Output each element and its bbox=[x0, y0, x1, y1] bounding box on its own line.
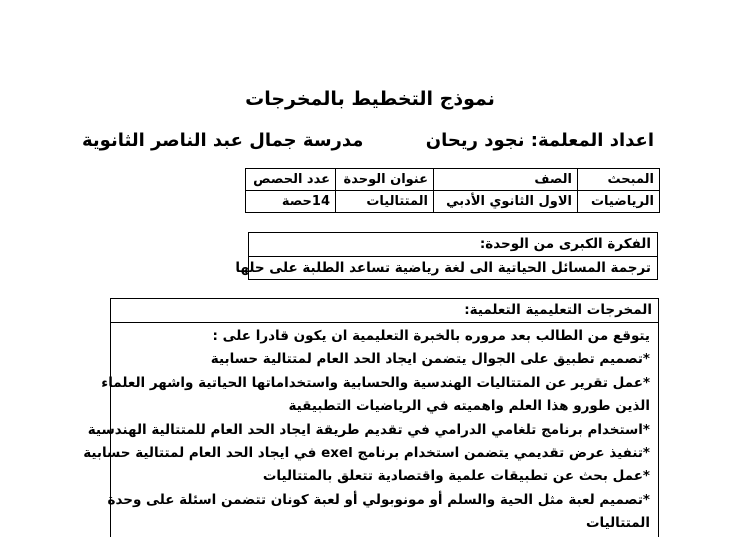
list-item: *تصميم تطبيق على الجوال يتضمن ايجاد الحد العام لمتتالية حسابية bbox=[210, 351, 650, 368]
header-subject: المبحث bbox=[578, 169, 660, 191]
value-subject: الرياضيات bbox=[578, 191, 660, 213]
school-name: مدرسة جمال عبد الناصر الثانوية bbox=[82, 130, 364, 151]
table-header-row bbox=[246, 169, 660, 191]
value-lesson-count: 14حصة bbox=[246, 191, 336, 213]
value-grade: الاول الثانوي الأدبي bbox=[434, 191, 578, 213]
unit-info-table bbox=[245, 168, 660, 213]
big-idea-box bbox=[235, 232, 658, 280]
header-unit-title: عنوان الوحدة bbox=[336, 169, 434, 191]
list-item: *استخدام برنامج تلغامي الدرامي في تقديم طريقة ايجاد الحد العام للمتتالية الهندسية bbox=[87, 421, 650, 438]
list-item: الذين طورو هذا العلم واهميته في الرياضيات التطبيقية bbox=[288, 398, 650, 415]
teacher-name: اعداد المعلمة: نجود ريحان bbox=[425, 130, 654, 151]
value-unit-title: المتتاليات bbox=[336, 191, 434, 213]
list-item: *تنفيذ عرض تقديمي يتضمن استخدام برنامج exel في ايجاد الحد العام لمتتالية حسابية bbox=[83, 445, 650, 462]
list-item: *تصميم لعبة مثل الحية والسلم أو مونوبولي أو لعبة كونان تتضمن اسئلة على وحدة bbox=[107, 491, 650, 508]
list-item: المتتاليات bbox=[585, 515, 650, 532]
learning-outcomes-heading: المخرجات التعليمية التعلمية: bbox=[464, 302, 652, 318]
learning-outcomes-box bbox=[83, 298, 659, 537]
big-idea-heading: الفكرة الكبرى من الوحدة: bbox=[479, 236, 651, 252]
outcome-intro: يتوقع من الطالب بعد مروره بالخبرة التعليمية ان يكون قادرا على : bbox=[212, 328, 650, 344]
list-item: *عمل بحث عن تطبيقات علمية واقتصادية تتعلق بالمتتاليات bbox=[262, 468, 650, 485]
header-lesson-count: عدد الحصص bbox=[246, 169, 336, 191]
page-title: نموذج التخطيط بالمخرجات bbox=[245, 88, 495, 110]
header-grade: الصف bbox=[434, 169, 578, 191]
table-value-row bbox=[246, 191, 660, 213]
learning-outcomes-list bbox=[83, 322, 658, 536]
list-item: *عمل تقرير عن المتتاليات الهندسية والحسابية واستخداماتها الحياتية واشهر العلماء bbox=[101, 374, 650, 391]
big-idea-text: ترجمة المسائل الحياتية الى لغة رياضية تساعد الطلبة على حلها bbox=[249, 256, 657, 280]
